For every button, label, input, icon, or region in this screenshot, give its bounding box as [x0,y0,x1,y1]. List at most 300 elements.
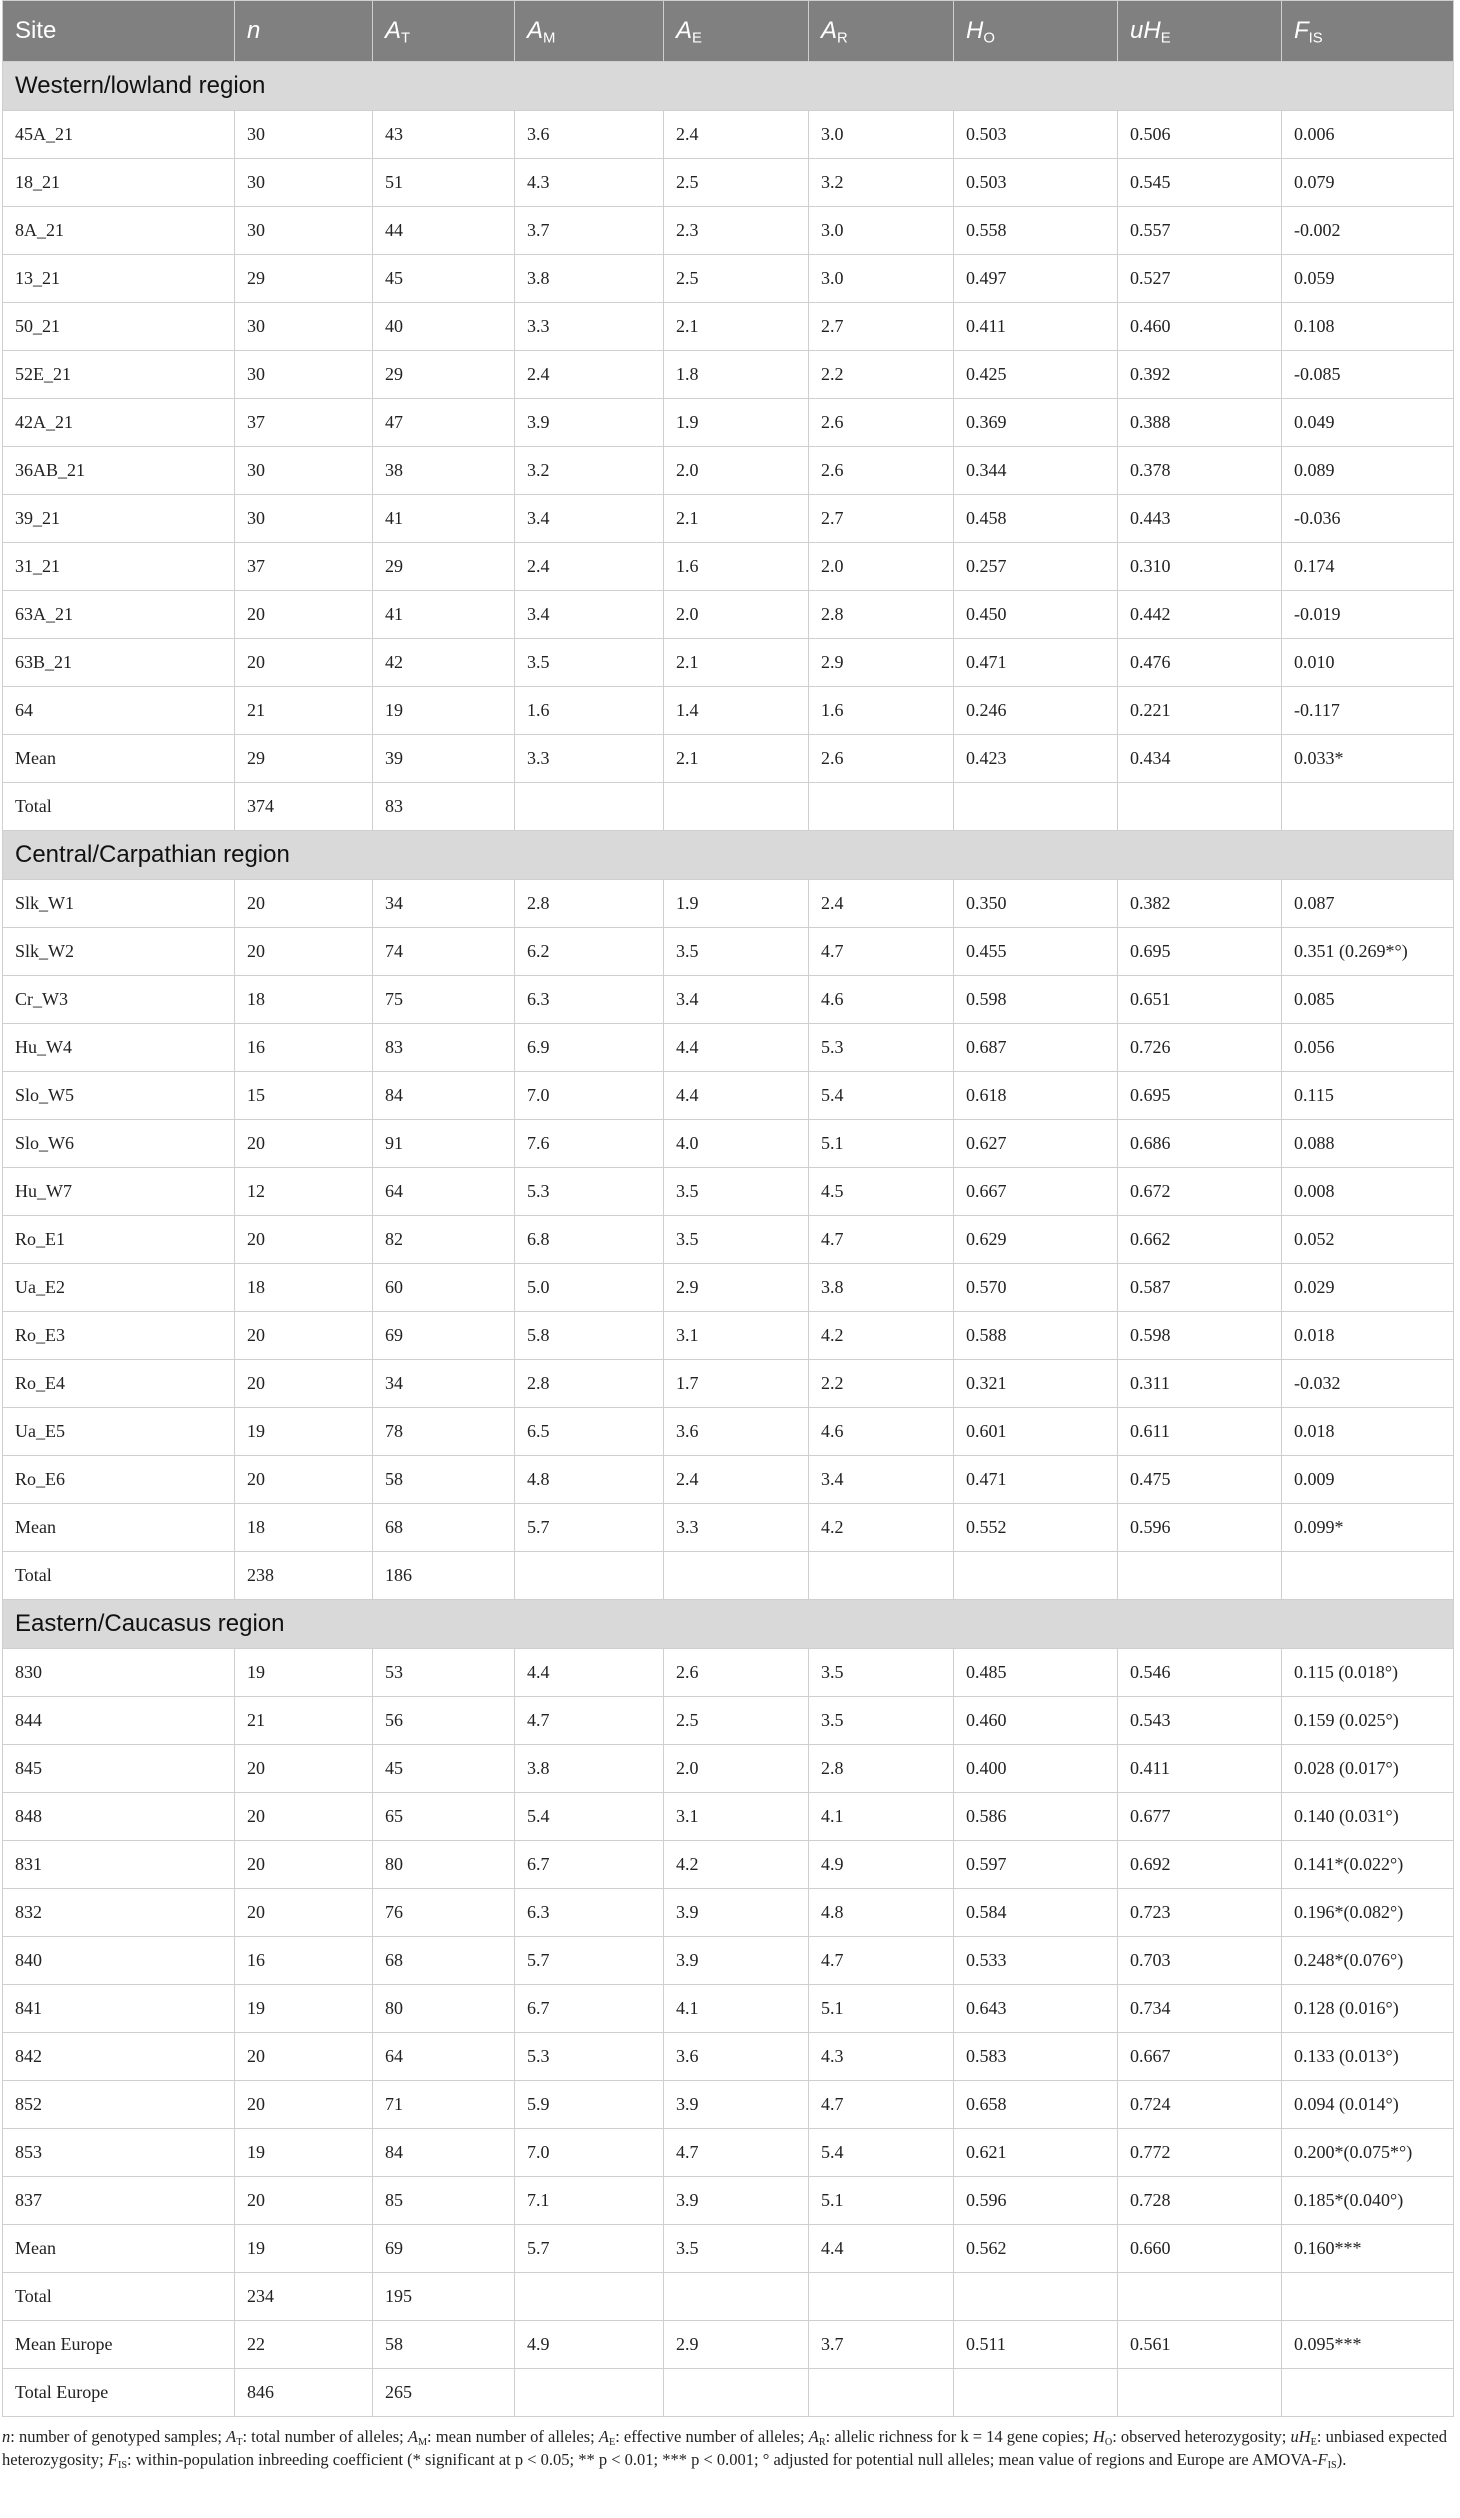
table-cell: 0.128 (0.016°) [1282,1985,1454,2033]
table-cell: 0.687 [954,1024,1118,1072]
table-cell: 0.382 [1118,880,1282,928]
table-cell: 0.115 [1282,1072,1454,1120]
table-cell: 0.059 [1282,255,1454,303]
table-cell: 2.4 [809,880,954,928]
table-cell: 19 [373,687,515,735]
col-ar-header [809,1,954,62]
table-cell: 34 [373,1360,515,1408]
table-cell: 20 [235,2033,373,2081]
table-cell: 56 [373,1697,515,1745]
table-cell: Slo_W6 [3,1120,235,1168]
table-cell: 0.010 [1282,639,1454,687]
col-uhe-header [1118,1,1282,62]
table-row [3,2129,1454,2177]
table-cell: 39_21 [3,495,235,543]
table-cell: 3.7 [809,2321,954,2369]
table-cell: 0.545 [1118,159,1282,207]
table-cell: 0.160*** [1282,2225,1454,2273]
table-cell: 3.5 [809,1697,954,1745]
footnote-segment: IS [1327,2460,1337,2472]
table-cell: 3.6 [664,1408,809,1456]
table-row [3,303,1454,351]
table-cell: 0.629 [954,1216,1118,1264]
table-cell: Total [3,1552,235,1600]
table-cell: 0.311 [1118,1360,1282,1408]
table-row [3,1841,1454,1889]
table-row [3,1552,1454,1600]
table-cell: 4.9 [809,1841,954,1889]
table-cell: Slk_W1 [3,880,235,928]
table-cell: 30 [235,495,373,543]
footnote-segment: A [808,2427,819,2446]
table-cell: 0.533 [954,1937,1118,1985]
table-cell: 0.425 [954,351,1118,399]
table-cell: 69 [373,1312,515,1360]
table-cell: 0.511 [954,2321,1118,2369]
table-cell: 0.601 [954,1408,1118,1456]
table-cell: 0.009 [1282,1456,1454,1504]
table-cell: Mean Europe [3,2321,235,2369]
table-cell: 4.7 [809,1216,954,1264]
table-cell: 68 [373,1504,515,1552]
table-cell: 3.4 [515,495,664,543]
table-cell: 20 [235,1312,373,1360]
table-cell: Ua_E5 [3,1408,235,1456]
table-cell: 0.672 [1118,1168,1282,1216]
table-cell: 6.9 [515,1024,664,1072]
table-cell: 5.4 [515,1793,664,1841]
table-cell: 20 [235,880,373,928]
genetic-diversity-table [2,0,1454,2417]
table-cell: 2.9 [809,639,954,687]
table-cell: 7.6 [515,1120,664,1168]
table-cell: 2.1 [664,735,809,783]
table-cell: 2.0 [664,1745,809,1793]
table-cell: 840 [3,1937,235,1985]
table-cell: 0.140 (0.031°) [1282,1793,1454,1841]
table-cell [954,2273,1118,2321]
table-cell: 830 [3,1649,235,1697]
table-cell: 5.8 [515,1312,664,1360]
table-cell: 0.485 [954,1649,1118,1697]
table-cell [515,1552,664,1600]
table-cell: 4.0 [664,1120,809,1168]
table-cell: 0.095*** [1282,2321,1454,2369]
header-symbol: uH [1130,17,1161,44]
table-cell: 0.588 [954,1312,1118,1360]
table-cell: 2.6 [809,735,954,783]
table-cell: 3.0 [809,255,954,303]
table-cell: 78 [373,1408,515,1456]
table-cell: 0.586 [954,1793,1118,1841]
table-cell: 21 [235,687,373,735]
table-cell: 0.185*(0.040°) [1282,2177,1454,2225]
table-cell [664,2369,809,2417]
table-row [3,1312,1454,1360]
table-cell: 19 [235,1408,373,1456]
table-cell: 42 [373,639,515,687]
table-cell: 0.321 [954,1360,1118,1408]
table-cell: 2.8 [809,1745,954,1793]
table-cell [1118,2273,1282,2321]
table-cell: 4.7 [809,1937,954,1985]
table-cell: 63A_21 [3,591,235,639]
table-cell: 0.455 [954,928,1118,976]
table-cell: 0.562 [954,2225,1118,2273]
table-cell: Total [3,2273,235,2321]
table-cell: 6.7 [515,1985,664,2033]
table-cell: Ua_E2 [3,1264,235,1312]
table-cell: 0.411 [954,303,1118,351]
table-cell: 0.527 [1118,255,1282,303]
table-cell: 84 [373,1072,515,1120]
table-cell: 0.221 [1118,687,1282,735]
table-cell: 0.561 [1118,2321,1282,2369]
table-cell: 2.0 [664,591,809,639]
col-ae-header [664,1,809,62]
header-symbol: A [821,17,838,44]
table-cell: 3.5 [809,1649,954,1697]
table-cell: 12 [235,1168,373,1216]
table-cell: 2.8 [515,880,664,928]
table-cell: 20 [235,591,373,639]
table-cell: 4.7 [515,1697,664,1745]
table-row [3,207,1454,255]
table-cell: 2.6 [809,447,954,495]
table-cell: 0.596 [1118,1504,1282,1552]
table-cell: 1.9 [664,399,809,447]
table-cell: 20 [235,1841,373,1889]
table-cell: 0.476 [1118,639,1282,687]
table-cell: 0.475 [1118,1456,1282,1504]
table-cell: 0.099* [1282,1504,1454,1552]
table-row [3,111,1454,159]
table-cell: 0.658 [954,2081,1118,2129]
footnote-segment: : observed heterozygosity; [1112,2427,1291,2446]
table-cell: 58 [373,2321,515,2369]
table-cell: 20 [235,2081,373,2129]
table-cell: 0.056 [1282,1024,1454,1072]
table-cell: 0.079 [1282,159,1454,207]
footnote-segment: A [598,2427,609,2446]
table-cell: 5.7 [515,1504,664,1552]
table-cell: 43 [373,111,515,159]
table-cell: 30 [235,447,373,495]
table-cell: 29 [373,543,515,591]
table-cell: 50_21 [3,303,235,351]
footnote-segment: : effective number of alleles; [615,2427,809,2446]
table-cell: 3.4 [515,591,664,639]
table-cell: 0.662 [1118,1216,1282,1264]
table-cell: 64 [373,1168,515,1216]
table-row [3,447,1454,495]
table-cell: Total [3,783,235,831]
table-cell: 0.423 [954,735,1118,783]
table-cell: 5.3 [515,2033,664,2081]
table-cell: 0.772 [1118,2129,1282,2177]
table-cell: 2.4 [515,351,664,399]
table-cell: 41 [373,591,515,639]
table-cell: 2.3 [664,207,809,255]
table-cell: Hu_W4 [3,1024,235,1072]
table-row [3,783,1454,831]
table-row [3,735,1454,783]
table-cell: 848 [3,1793,235,1841]
table-cell: 6.7 [515,1841,664,1889]
table-cell: 0.503 [954,159,1118,207]
table-cell: 2.0 [809,543,954,591]
table-cell: 3.6 [515,111,664,159]
table-cell: 20 [235,1120,373,1168]
table-cell: 45 [373,255,515,303]
footnote-segment: F [107,2450,118,2469]
table-cell [809,783,954,831]
table-cell: 7.0 [515,2129,664,2177]
table-cell: 5.7 [515,1937,664,1985]
table-cell [1282,2369,1454,2417]
table-row [3,1745,1454,1793]
table-cell: 238 [235,1552,373,1600]
table-cell: 0.598 [954,976,1118,1024]
table-row [3,1793,1454,1841]
table-row [3,639,1454,687]
table-cell: 852 [3,2081,235,2129]
table-row [3,1120,1454,1168]
table-cell: 5.9 [515,2081,664,2129]
table-cell: 6.5 [515,1408,664,1456]
table-cell: Mean [3,735,235,783]
table-cell: 4.8 [515,1456,664,1504]
table-cell: 4.5 [809,1168,954,1216]
table-cell: 3.7 [515,207,664,255]
table-cell: 0.411 [1118,1745,1282,1793]
table-cell: 0.596 [954,2177,1118,2225]
footnote-segment: : number of genotyped samples; [10,2427,227,2446]
table-row [3,255,1454,303]
table-cell: 0.141*(0.022°) [1282,1841,1454,1889]
table-cell: 374 [235,783,373,831]
table-cell: 0.257 [954,543,1118,591]
table-cell: 3.9 [664,1889,809,1937]
table-cell: 0.598 [1118,1312,1282,1360]
table-cell: 19 [235,1649,373,1697]
table-cell [1282,2273,1454,2321]
table-cell: 3.5 [664,2225,809,2273]
table-cell: 3.8 [515,1745,664,1793]
table-cell: Slk_W2 [3,928,235,976]
table-cell [664,1552,809,1600]
table-cell: 0.695 [1118,928,1282,976]
table-cell: 0.695 [1118,1072,1282,1120]
header-symbol: A [527,17,544,44]
col-at-header [373,1,515,62]
table-cell: 4.1 [664,1985,809,2033]
table-cell: 45 [373,1745,515,1793]
table-cell: 2.6 [809,399,954,447]
region-title: Western/lowland region [3,62,1454,111]
table-cell: 2.5 [664,1697,809,1745]
col-fis-header [1282,1,1454,62]
table-cell: -0.117 [1282,687,1454,735]
table-cell: 60 [373,1264,515,1312]
table-cell: 36AB_21 [3,447,235,495]
table-cell: Cr_W3 [3,976,235,1024]
footnote-segment: uH [1290,2427,1311,2446]
table-cell: 0.443 [1118,495,1282,543]
table-cell: 0.471 [954,1456,1118,1504]
table-cell: 2.5 [664,255,809,303]
header-subscript: T [401,30,411,47]
table-cell: 4.4 [664,1072,809,1120]
table-cell: 5.3 [809,1024,954,1072]
table-cell: 0.651 [1118,976,1282,1024]
table-cell: -0.032 [1282,1360,1454,1408]
table-cell: 2.0 [664,447,809,495]
footnote-segment: : unbiased expected heterozygosity; [2,2427,1448,2469]
table-cell: 29 [373,351,515,399]
region-header-row [3,831,1454,880]
header-subscript: E [692,30,702,47]
table-row [3,2273,1454,2321]
table-cell: 3.9 [515,399,664,447]
table-cell [515,2273,664,2321]
header-subscript: R [837,30,848,47]
table-cell: Ro_E6 [3,1456,235,1504]
table-cell: 7.1 [515,2177,664,2225]
table-cell: 91 [373,1120,515,1168]
table-cell: 0.200*(0.075*°) [1282,2129,1454,2177]
table-cell: 20 [235,1889,373,1937]
table-cell: 76 [373,1889,515,1937]
table-cell: 83 [373,783,515,831]
table-cell: Slo_W5 [3,1072,235,1120]
table-cell: 0.734 [1118,1985,1282,2033]
table-cell: 3.4 [809,1456,954,1504]
table-cell: 3.5 [664,1168,809,1216]
table-cell: 0.667 [1118,2033,1282,2081]
table-cell: 51 [373,159,515,207]
footnote-segment: : within-population inbreeding coefficient (* significant at p < 0.05; ** p < 0.01; *** p < 0.001; ° adjusted for potential null alleles; mean value of regions and Europe are AMOVA- [127,2450,1318,2469]
footnote-segment: E [608,2437,616,2449]
table-cell [954,1552,1118,1600]
footnote-segment: M [417,2437,428,2449]
table-cell: 5.7 [515,2225,664,2273]
table-cell: 29 [235,735,373,783]
table-cell: 186 [373,1552,515,1600]
table-cell: 2.4 [664,111,809,159]
table-cell: 20 [235,1456,373,1504]
table-cell: 0.089 [1282,447,1454,495]
table-cell: 0.726 [1118,1024,1282,1072]
table-cell: 3.2 [809,159,954,207]
table-cell: 2.4 [664,1456,809,1504]
table-row [3,2321,1454,2369]
table-cell: 0.546 [1118,1649,1282,1697]
table-cell: 2.9 [664,2321,809,2369]
header-symbol: H [966,17,984,44]
table-row [3,2369,1454,2417]
table-cell: 0.133 (0.013°) [1282,2033,1454,2081]
table-cell: 16 [235,1024,373,1072]
table-cell: 7.0 [515,1072,664,1120]
table-cell: 1.8 [664,351,809,399]
table-cell [515,783,664,831]
table-row [3,2177,1454,2225]
footnote-segment: F [1317,2450,1328,2469]
table-cell: 16 [235,1937,373,1985]
table-cell: 0.049 [1282,399,1454,447]
table-cell: 13_21 [3,255,235,303]
table-row [3,351,1454,399]
table-body [3,62,1454,2417]
table-cell: 5.1 [809,2177,954,2225]
table-cell: 0.248*(0.076°) [1282,1937,1454,1985]
table-cell: 19 [235,2129,373,2177]
table-footnote [2,2425,1453,2471]
table-cell: 20 [235,1216,373,1264]
table-cell: 3.5 [664,928,809,976]
table-cell: 80 [373,1985,515,2033]
table-cell: 18_21 [3,159,235,207]
table-cell: 45A_21 [3,111,235,159]
table-cell: 65 [373,1793,515,1841]
table-cell: 4.2 [809,1312,954,1360]
table-cell: 0.543 [1118,1697,1282,1745]
table-cell: 0.350 [954,880,1118,928]
table-row [3,1889,1454,1937]
table-cell: 0.587 [1118,1264,1282,1312]
header-symbol: A [385,17,402,44]
table-cell: 20 [235,639,373,687]
table-cell: 3.8 [515,255,664,303]
table-cell: 0.583 [954,2033,1118,2081]
table-cell: 4.6 [809,1408,954,1456]
table-row [3,1072,1454,1120]
header-subscript: IS [1308,30,1323,47]
table-cell: 2.6 [664,1649,809,1697]
table-cell: 1.6 [809,687,954,735]
table-cell: 3.3 [664,1504,809,1552]
table-cell: 0.018 [1282,1408,1454,1456]
table-row [3,1264,1454,1312]
table-cell: 0.723 [1118,1889,1282,1937]
region-title: Central/Carpathian region [3,831,1454,880]
table-cell: 71 [373,2081,515,2129]
table-cell: 4.2 [664,1841,809,1889]
table-row [3,2033,1454,2081]
table-cell: -0.019 [1282,591,1454,639]
table-row [3,1408,1454,1456]
table-cell: 3.5 [664,1216,809,1264]
table-cell: 3.3 [515,735,664,783]
table-cell: 0.159 (0.025°) [1282,1697,1454,1745]
table-cell: 58 [373,1456,515,1504]
table-cell: 82 [373,1216,515,1264]
table-row [3,1985,1454,2033]
table-cell: 0.643 [954,1985,1118,2033]
table-cell: 63B_21 [3,639,235,687]
table-cell: 3.6 [664,2033,809,2081]
header-symbol: F [1294,17,1309,44]
table-cell: 0.052 [1282,1216,1454,1264]
table-cell: 195 [373,2273,515,2321]
table-cell: 845 [3,1745,235,1793]
table-cell: 0.115 (0.018°) [1282,1649,1454,1697]
table-cell: 0.087 [1282,880,1454,928]
table-cell: 30 [235,111,373,159]
table-cell: 0.378 [1118,447,1282,495]
table-cell: 20 [235,1745,373,1793]
